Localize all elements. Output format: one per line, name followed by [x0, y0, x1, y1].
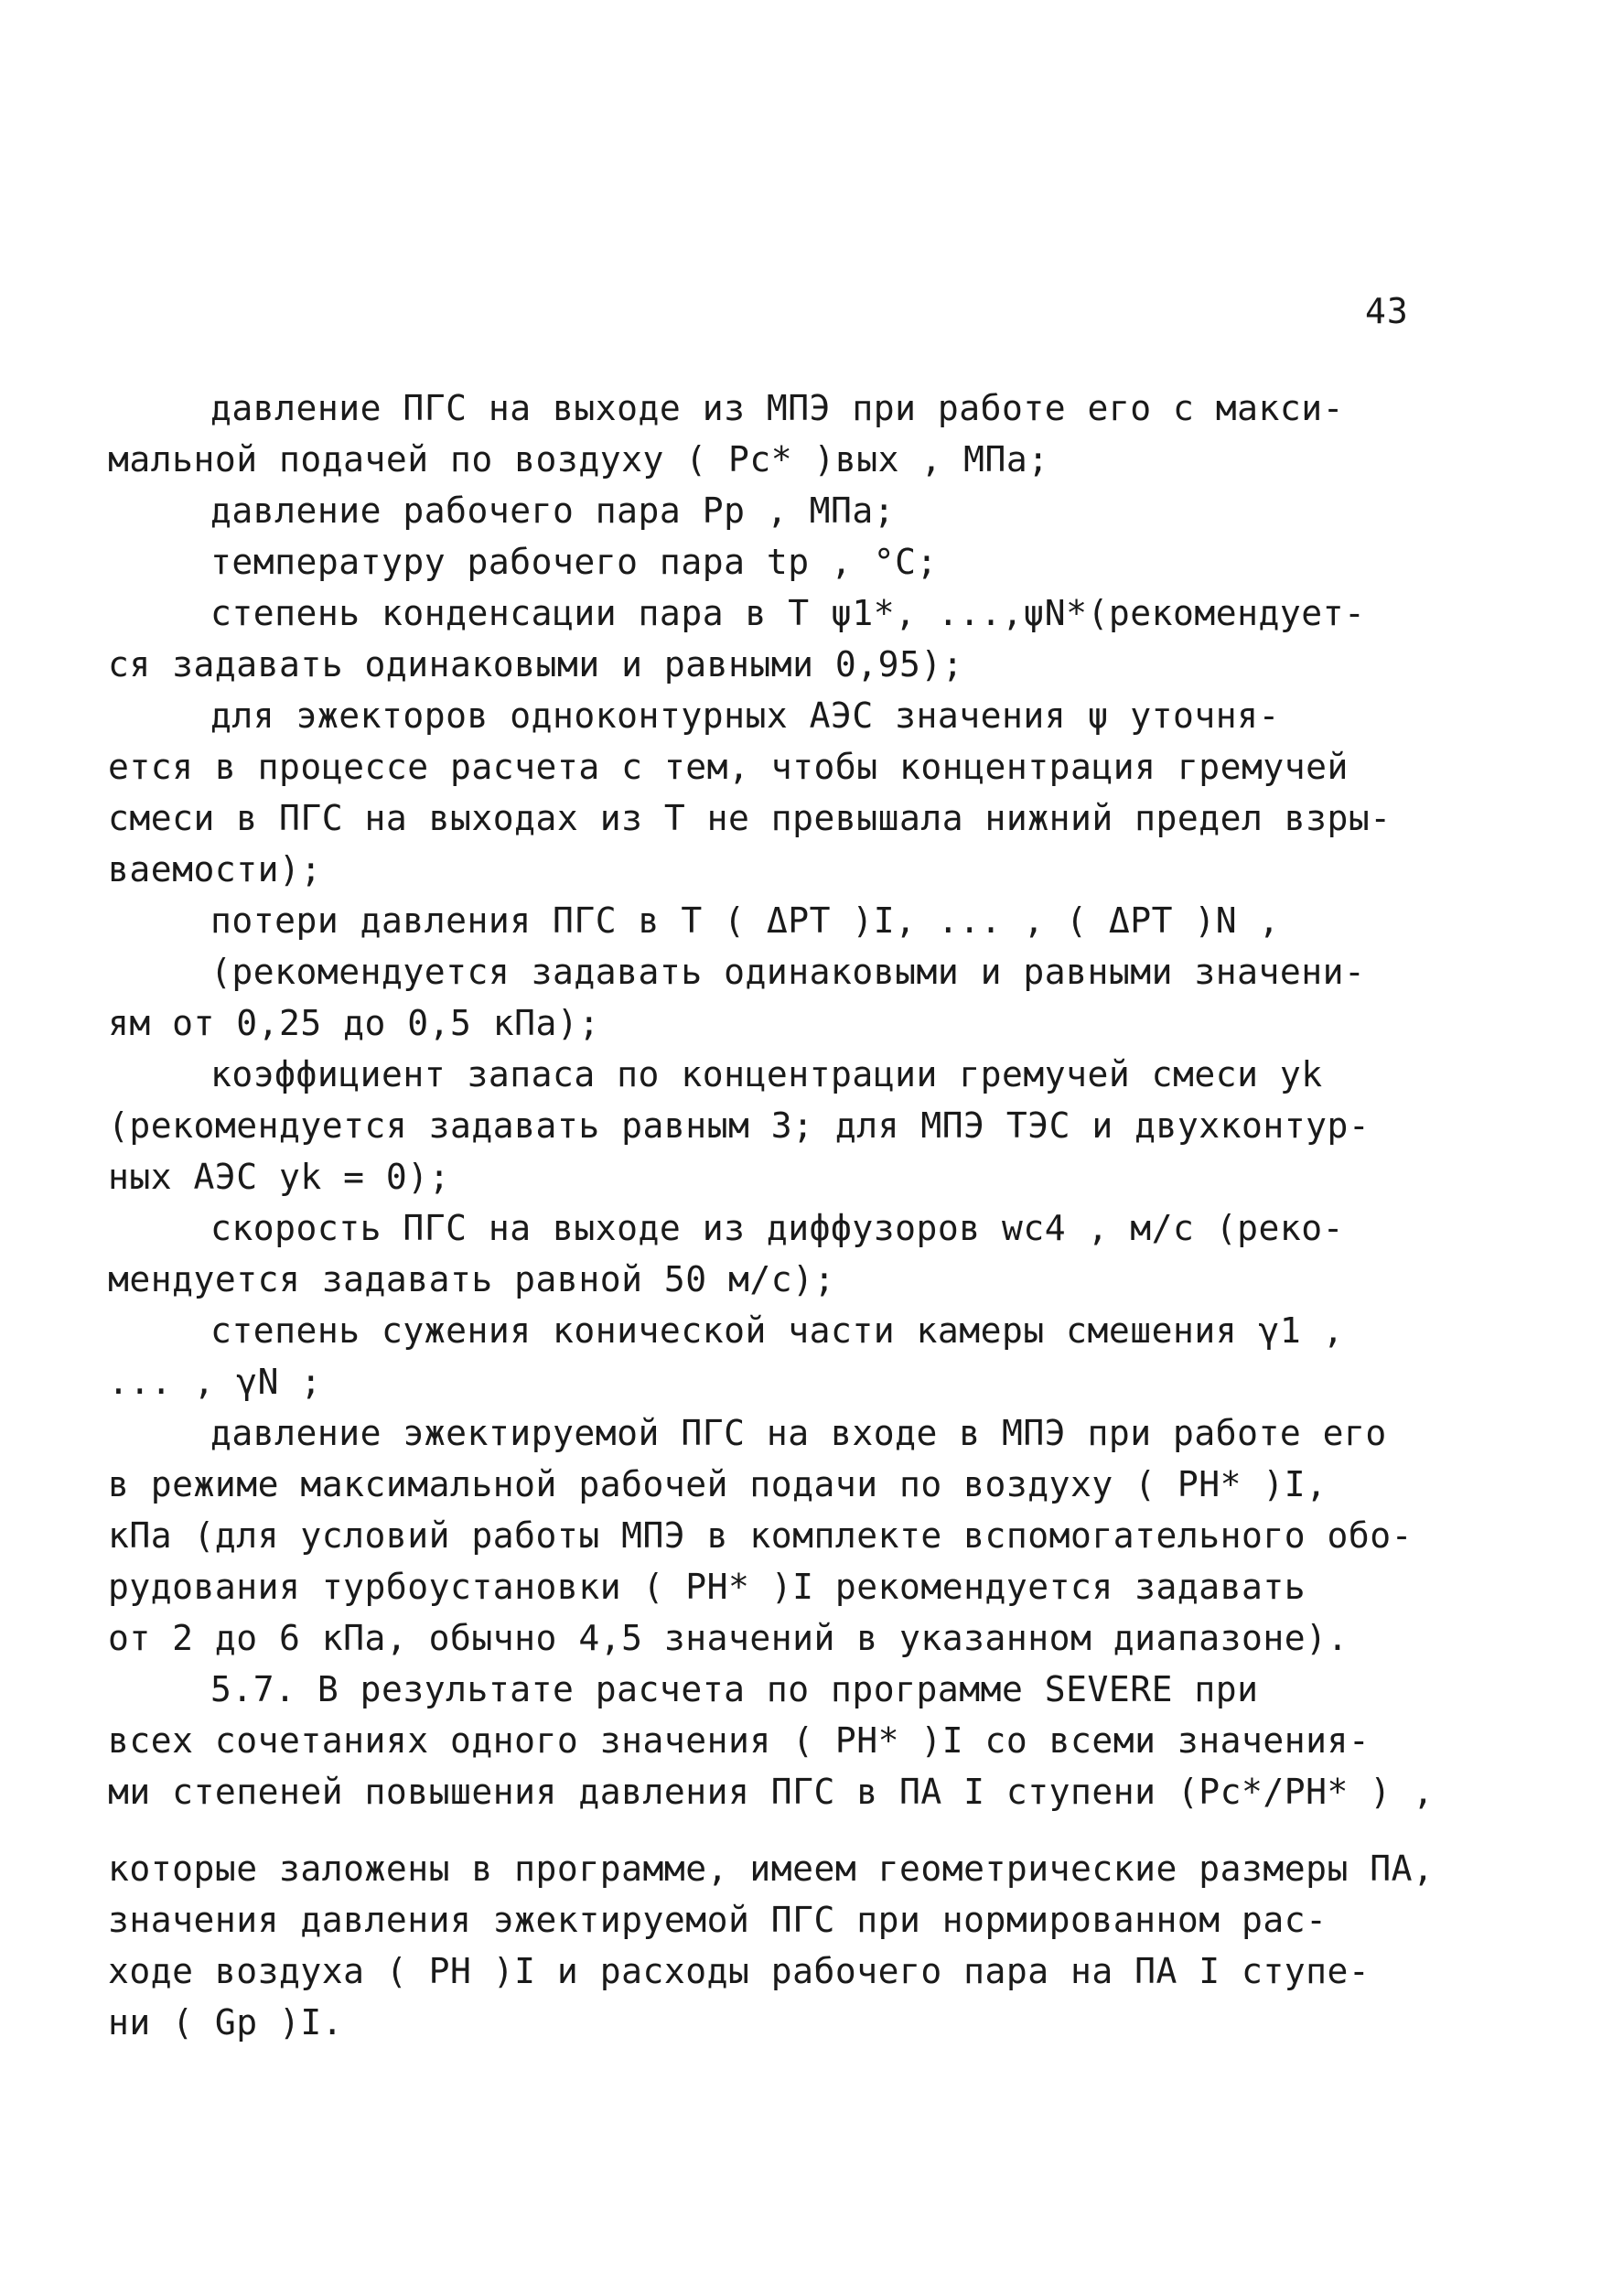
text-line: (рекомендуется задавать равным 3; для МПЭ ТЭС и двухконтур-	[108, 1105, 1371, 1146]
text-line: ... , γN ;	[108, 1362, 322, 1402]
text-line: температуру рабочего пара tp , °C;	[210, 542, 938, 582]
text-line: давление эжектируемой ПГС на входе в МПЭ при работе его	[210, 1413, 1387, 1453]
text-line: всех сочетаниях одного значения ( PH* )I со всеми значения-	[108, 1720, 1371, 1761]
text-line: значения давления эжектируемой ПГС при нормированном рас-	[108, 1900, 1328, 1940]
text-line: кПа (для условий работы МПЭ в комплекте вспомогательного обо-	[108, 1515, 1414, 1556]
text-line: давление ПГС на выходе из МПЭ при работе его с макси-	[210, 388, 1345, 428]
text-line: скорость ПГС на выходе из диффузоров wc4 , м/с (реко-	[210, 1208, 1345, 1248]
text-line: давление рабочего пара Pp , МПа;	[210, 490, 896, 531]
text-line: ваемости);	[108, 849, 322, 889]
text-line: смеси в ПГС на выходах из Т не превышала нижний предел взры-	[108, 798, 1392, 838]
text-line: 5.7. В результате расчета по программе SEVERE при	[210, 1669, 1259, 1709]
text-line: ных АЭС yk = 0);	[108, 1157, 451, 1197]
text-line: ется в процессе расчета с тем, чтобы концентрация гремучей	[108, 747, 1349, 787]
text-line: мальной подачей по воздуху ( Pc* )вых , МПа;	[108, 439, 1049, 480]
text-line: мендуется задавать равной 50 м/с);	[108, 1259, 835, 1299]
text-line: ми степеней повышения давления ПГС в ПА I ступени (Pc*/PH* ) ,	[108, 1772, 1435, 1812]
text-line: ходе воздуха ( PH )I и расходы рабочего пара на ПА I ступе-	[108, 1951, 1371, 1991]
document-body	[108, 383, 1435, 2048]
text-line: ни ( Gp )I.	[108, 2002, 344, 2043]
text-line: рудования турбоустановки ( PH* )I рекомендуется задавать	[108, 1567, 1306, 1607]
text-line: потери давления ПГС в Т ( ΔPT )I, ... , ( ΔPT )N ,	[210, 900, 1280, 941]
text-line: коэффициент запаса по концентрации гремучей смеси yk	[210, 1054, 1323, 1094]
text-line: ям от 0,25 до 0,5 кПа);	[108, 1003, 600, 1043]
text-line: от 2 до 6 кПа, обычно 4,5 значений в указанном диапазоне).	[108, 1618, 1349, 1658]
page-number: 43	[1365, 291, 1409, 331]
text-line: степень сужения конической части камеры смешения γ1 ,	[210, 1310, 1345, 1351]
text-line: ся задавать одинаковыми и равными 0,95);	[108, 644, 964, 684]
text-line: в режиме максимальной рабочей подачи по воздуху ( PH* )I,	[108, 1464, 1328, 1504]
text-line: (рекомендуется задавать одинаковыми и равными значени-	[210, 952, 1366, 992]
text-line: которые заложены в программе, имеем геометрические размеры ПА,	[108, 1849, 1435, 1889]
text-line: для эжекторов одноконтурных АЭС значения ψ уточня-	[210, 695, 1280, 736]
text-line: степень конденсации пара в Т ψ1*, ...,ψN*(рекомендует-	[210, 593, 1366, 633]
